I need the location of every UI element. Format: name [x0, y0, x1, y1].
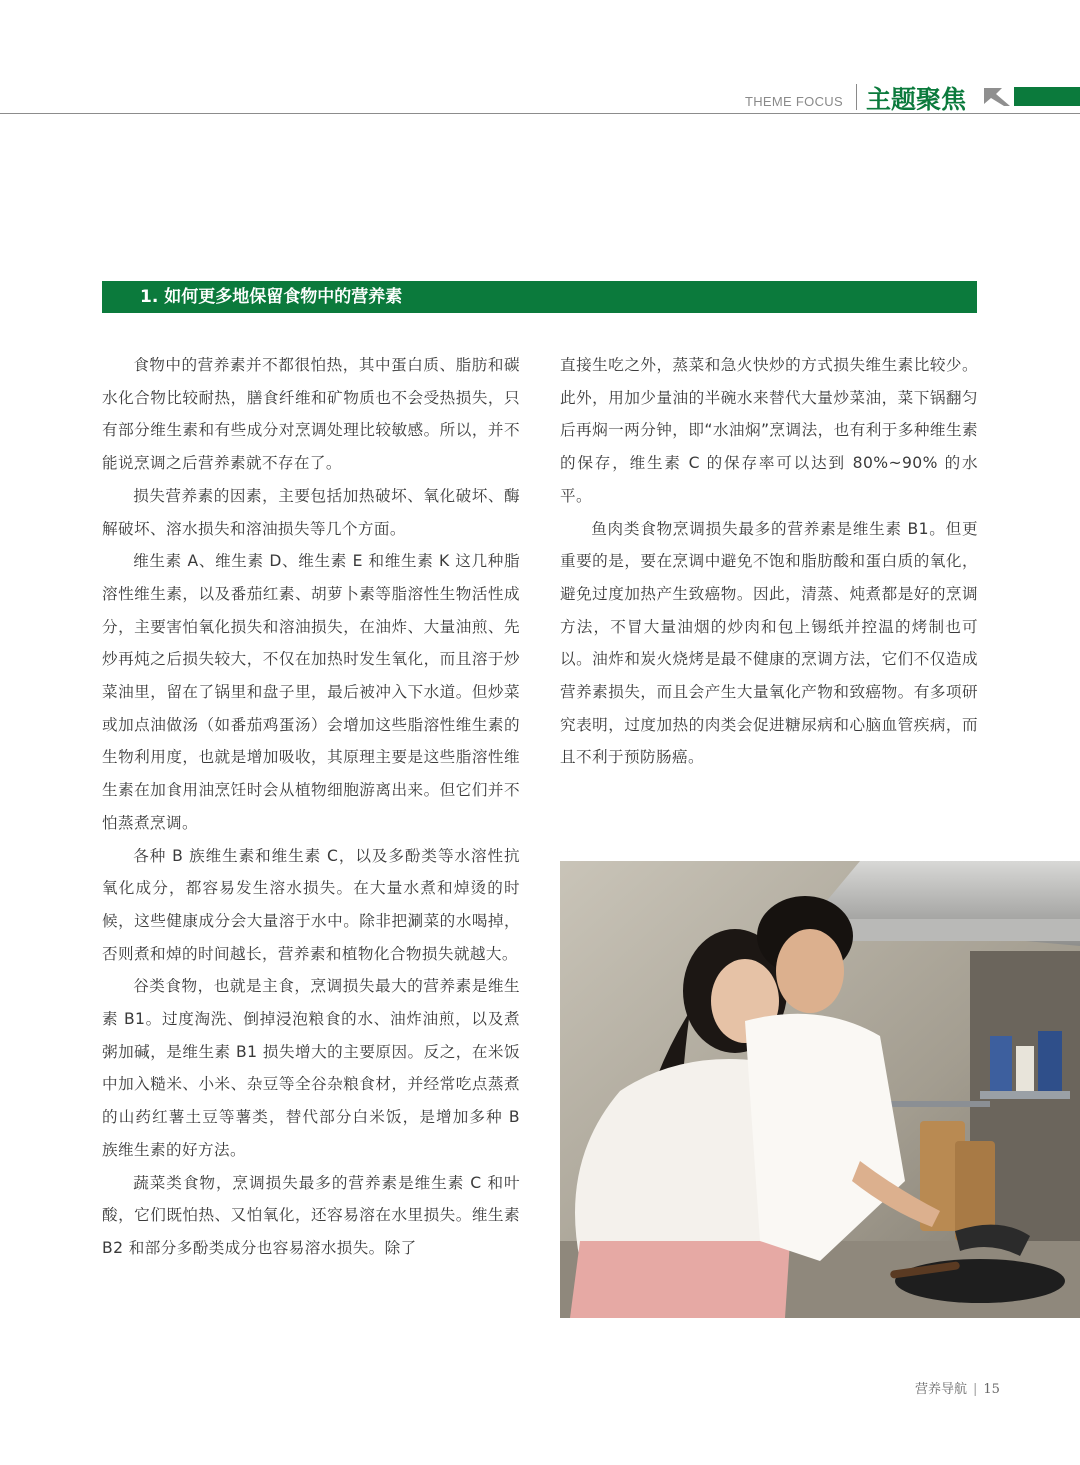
paragraph: 各种 B 族维生素和维生素 C，以及多酚类等水溶性抗氧化成分，都容易发生溶水损失。在大量水煮和焯烫的时候，这些健康成分会大量溶于水中。除非把涮菜的水喝掉，否则煮和焯的时间越长，营养素和植物化合物损失就越大。 — [102, 846, 520, 963]
cooking-couple-photo — [560, 861, 1080, 1318]
paragraph: 维生素 A、维生素 D、维生素 E 和维生素 K 这几种脂溶性维生素，以及番茄红素、胡萝卜素等脂溶性生物活性成分，主要害怕氧化损失和溶油损失，在油炸、大量油煎、先炒再炖之后损失较大，不仅在加热时发生氧化，而且溶于炒菜油里，留在了锅里和盘子里，最后被冲入下水道。但炒菜或加点油做汤（如番茄鸡蛋汤）会增加这些脂溶性维生素的生物利用度，也就是增加吸收，其原理主要是这些脂溶性维生素在加食用油烹饪时会从植物细胞游离出来。但它们并不怕蒸煮烹调。 — [102, 552, 520, 832]
paragraph: 损失营养素的因素，主要包括加热破坏、氧化破坏、酶解破坏、溶水损失和溶油损失等几个方面。 — [102, 486, 520, 538]
arrow-corner-icon — [982, 86, 1012, 108]
section-title: 主题聚焦 — [866, 85, 967, 114]
page-footer — [915, 1378, 1000, 1397]
paragraph: 鱼肉类食物烹调损失最多的营养素是维生素 B1。但更重要的是，要在烹调中避免不饱和脂肪酸和蛋白质的氧化，避免过度加热产生致癌物。因此，清蒸、炖煮都是好的烹调方法，不冒大量油烟的炒肉和包上锡纸并控温的烤制也可以。油炸和炭火烧烤是最不健康的烹调方法，它们不仅造成营养素损失，而且会产生大量氧化产物和致癌物。有多项研究表明，过度加热的肉类会促进糖尿病和心脑血管疾病，而且不利于预防肠癌。 — [560, 519, 978, 767]
header-accent-bar — [1014, 87, 1080, 106]
right-column — [560, 349, 978, 774]
paragraph: 谷类食物，也就是主食，烹调损失最大的营养素是维生素 B1。过度淘洗、倒掉浸泡粮食的水、油炸油煎，以及煮粥加碱，是维生素 B1 损失增大的主要原因。反之，在米饭中加入糙米、小米、杂豆等全谷杂粮食材，并经常吃点蒸煮的山药红薯土豆等薯类，替代部分白米饭，是增加多种 B 族维生素的好方法。 — [102, 977, 520, 1159]
paragraph-continued: 直接生吃之外，蒸菜和急火快炒的方式损失维生素比较少。此外，用加少量油的半碗水来替代大量炒菜油，菜下锅翻匀后再焖一两分钟，即“水油焖”烹调法，也有利于多种维生素的保存，维生素 C 的保存率可以达到 80%~90% 的水平。 — [560, 356, 978, 505]
theme-focus-label: THEME FOCUS — [745, 94, 843, 109]
section-heading: 1. 如何更多地保留食物中的营养素 — [140, 287, 403, 307]
footer-separator: | — [973, 1382, 978, 1397]
paragraph: 食物中的营养素并不都很怕热，其中蛋白质、脂肪和碳水化合物比较耐热，膳食纤维和矿物质也不会受热损失，只有部分维生素和有些成分对烹调处理比较敏感。所以，并不能说烹调之后营养素就不存在了。 — [102, 356, 520, 473]
section-heading-bar — [102, 281, 977, 313]
publication-name: 营养导航 — [915, 1382, 968, 1397]
page-number: 15 — [983, 1382, 1000, 1397]
header-divider — [856, 84, 857, 110]
left-column — [102, 349, 520, 1265]
paragraph: 蔬菜类食物，烹调损失最多的营养素是维生素 C 和叶酸，它们既怕热、又怕氧化，还容易溶在水里损失。维生素 B2 和部分多酚类成分也容易溶水损失。除了 — [102, 1173, 520, 1257]
